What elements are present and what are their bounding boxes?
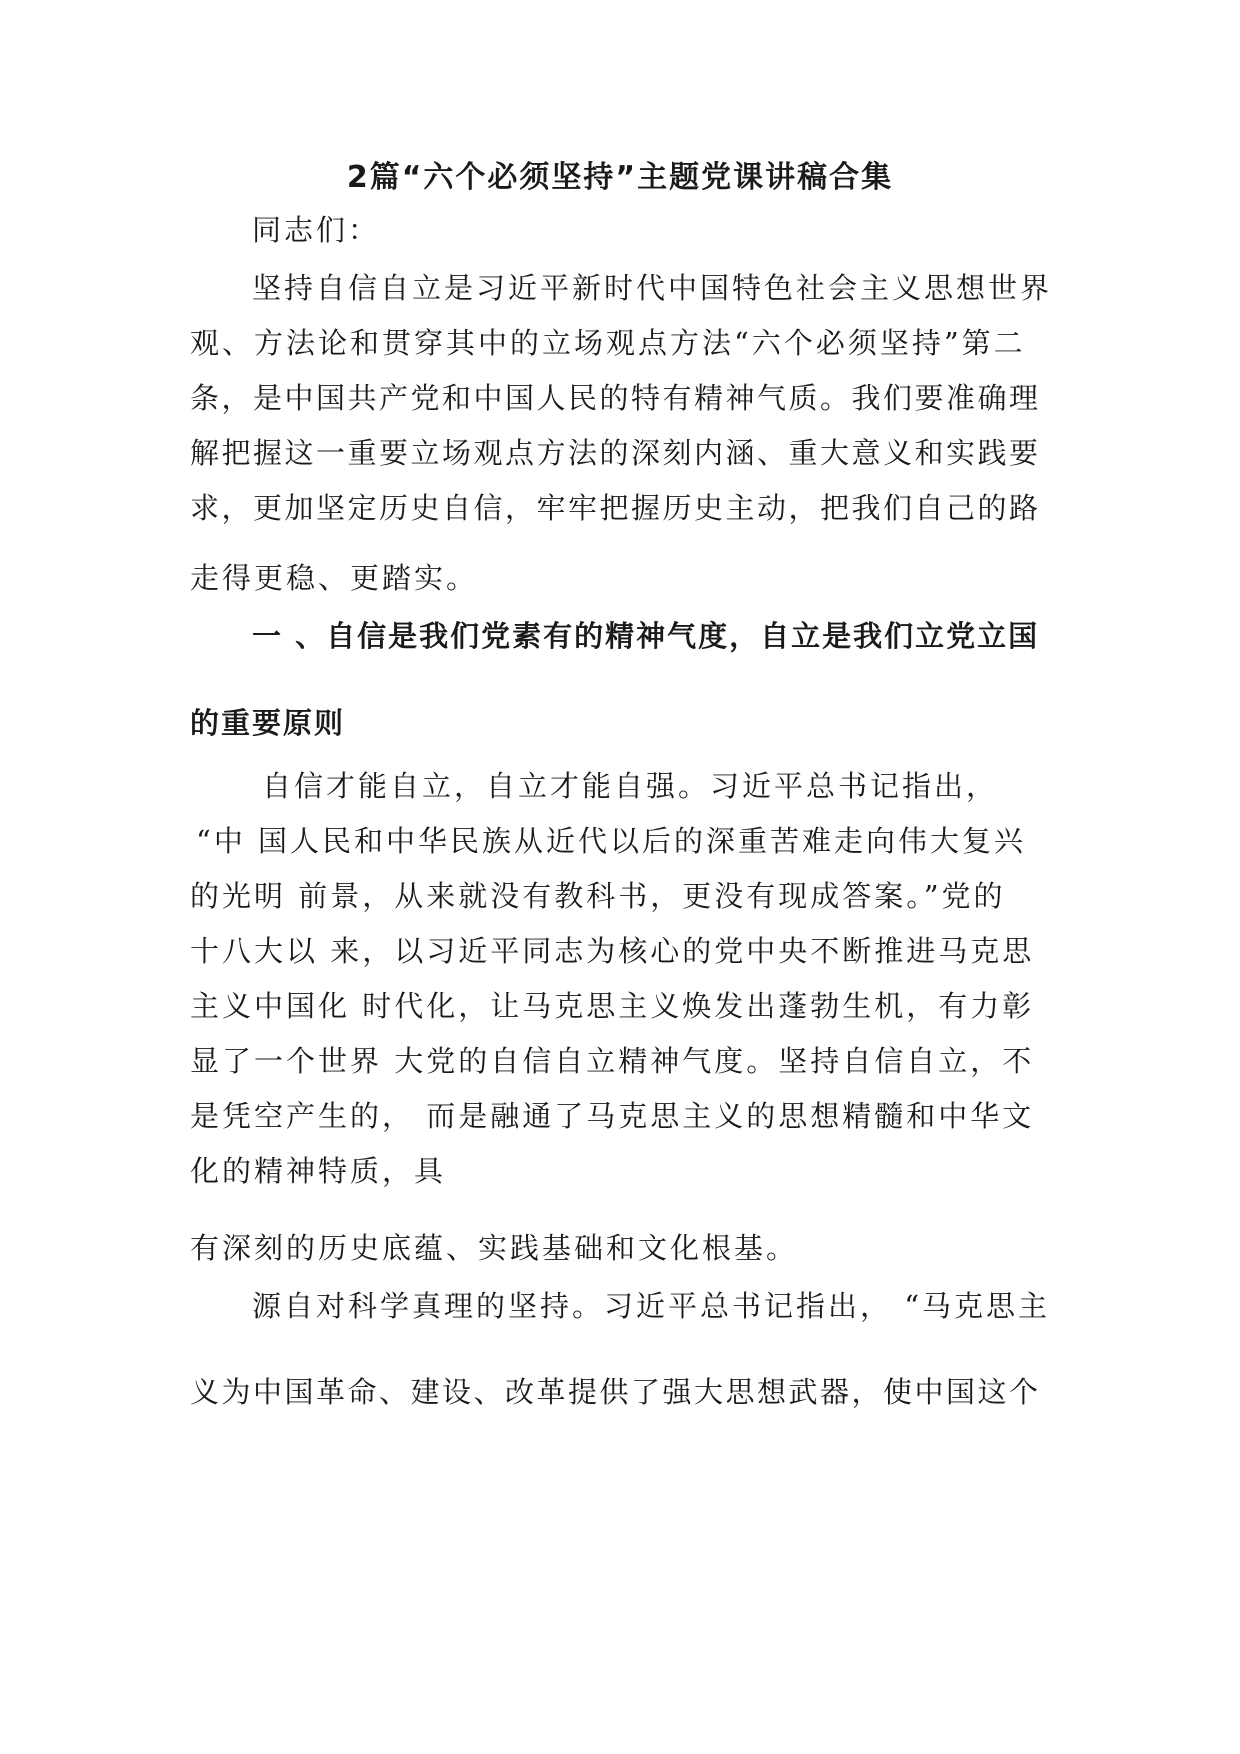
paragraph-line: 源自对科学真理的坚持。习近平总书记指出， “马克思主 <box>252 1289 1051 1323</box>
paragraph-line: 显了一个世界 大党的自信自立精神气度。坚持自信自立，不 <box>190 1044 1035 1078</box>
paragraph-line: 解把握这一重要立场观点方法的深刻内涵、重大意义和实践要 <box>190 436 1041 470</box>
section-heading: 一 、自信是我们党素有的精神气度，自立是我们立党立国 <box>252 619 1040 653</box>
paragraph-line: 条，是中国共产党和中国人民的特有精神气质。我们要准确理 <box>190 381 1041 415</box>
paragraph-line: 的光明 前景，从来就没有教科书，更没有现成答案。”党的 <box>190 879 1006 913</box>
paragraph-line: 有深刻的历史底蕴、实践基础和文化根基。 <box>190 1231 799 1265</box>
paragraph-line: 求，更加坚定历史自信，牢牢把握历史主动，把我们自己的路 <box>190 491 1041 525</box>
paragraph-line: 义为中国革命、建设、改革提供了强大思想武器，使中国这个 <box>190 1375 1041 1409</box>
paragraph-line: 坚持自信自立是习近平新时代中国特色社会主义思想世界 <box>252 271 1053 305</box>
document-title: 2篇“六个必须坚持”主题党课讲稿合集 <box>346 160 894 195</box>
paragraph-line: 化的精神特质，具 <box>190 1154 447 1188</box>
paragraph-line: 主义中国化 时代化，让马克思主义焕发出蓬勃生机，有力彰 <box>190 989 1035 1023</box>
paragraph-line: 自信才能自立，自立才能自强。习近平总书记指出， <box>262 769 999 803</box>
paragraph-line: 观、方法论和贯穿其中的立场观点方法“六个必须坚持”第二 <box>190 326 1026 360</box>
paragraph-line: 是凭空产生的， 而是融通了马克思主义的思想精髓和中华文 <box>190 1099 1035 1133</box>
paragraph-line: 走得更稳、更踏实。 <box>190 561 479 595</box>
paragraph-line: “中 国人民和中华民族从近代以后的深重苦难走向伟大复兴 <box>196 824 1027 858</box>
section-heading-continued: 的重要原则 <box>190 706 346 740</box>
greeting: 同志们： <box>252 213 381 247</box>
paragraph-line: 十八大以 来，以习近平同志为核心的党中央不断推进马克思 <box>190 934 1035 968</box>
